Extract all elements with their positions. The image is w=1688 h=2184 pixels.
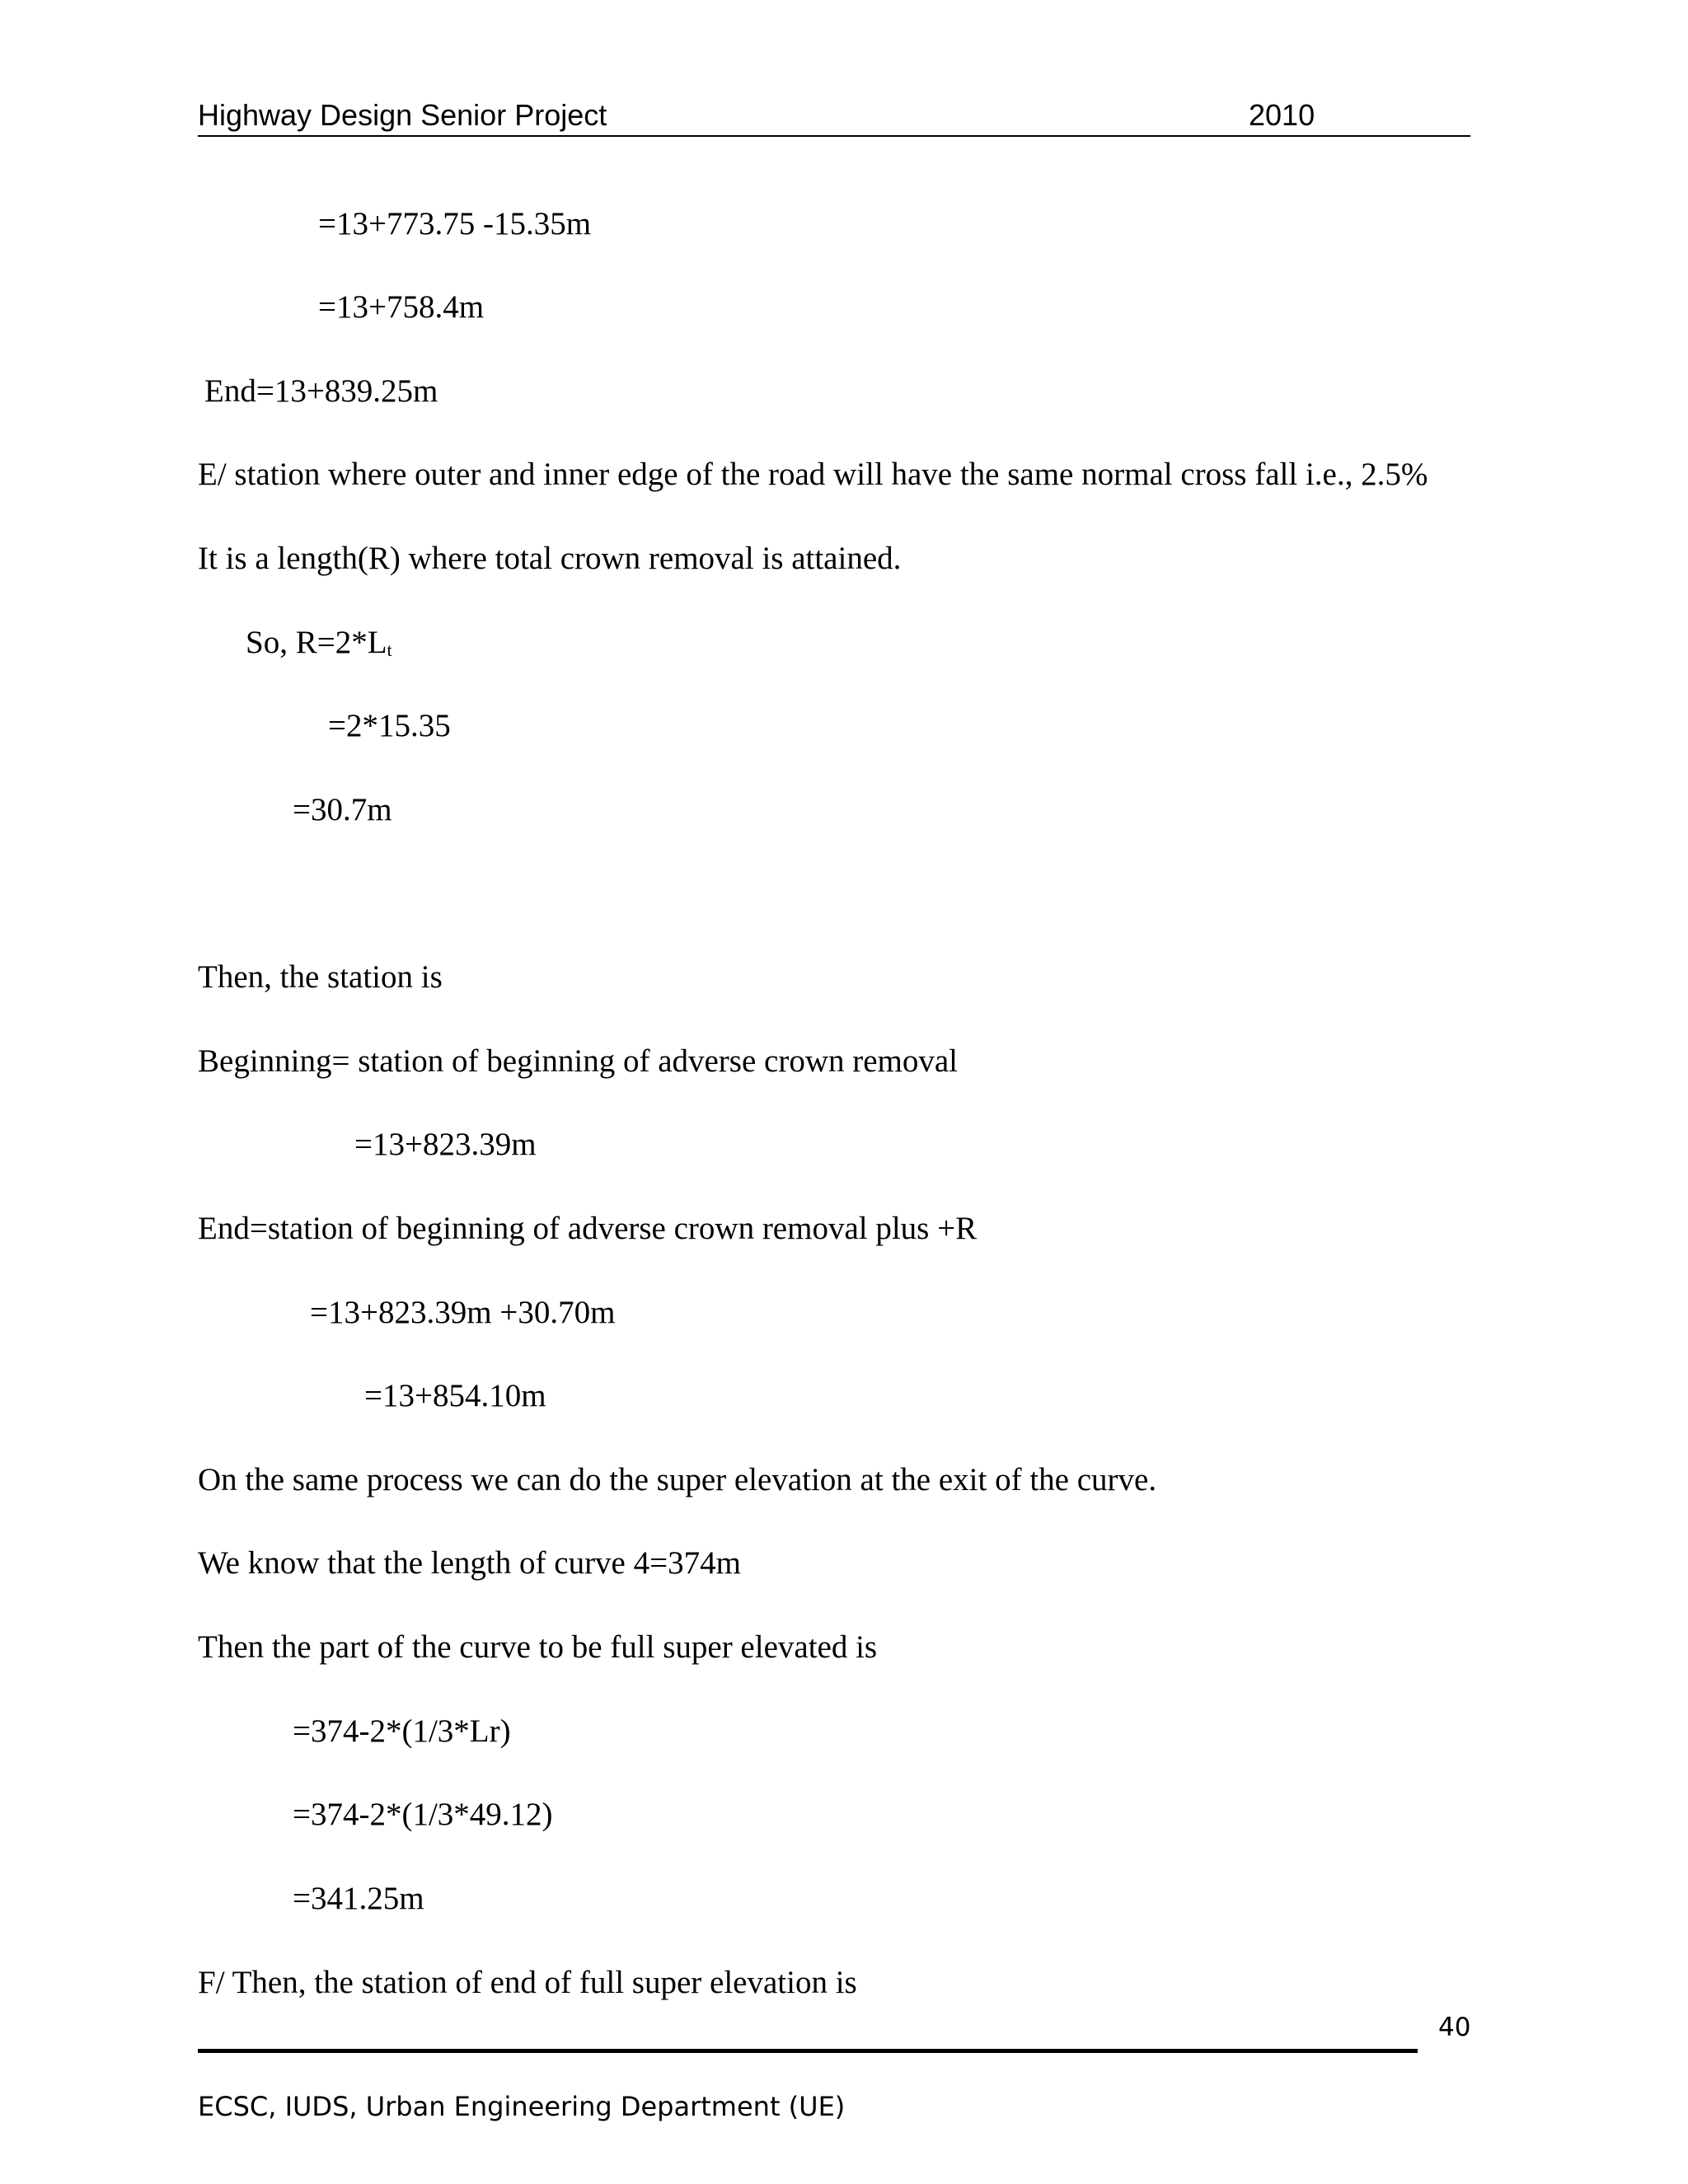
paragraph-line: Beginning= station of beginning of adverse crown removal <box>198 1043 959 1079</box>
page-number: 40 <box>1438 2013 1471 2042</box>
paragraph-line: It is a length(R) where total crown removal is attained. <box>198 541 902 576</box>
footer-divider <box>198 2049 1418 2053</box>
paragraph-line: F/ Then, the station of end of full super elevation is <box>198 1965 857 2000</box>
header-year: 2010 <box>1249 98 1315 132</box>
equation-main: So, R=2*L <box>246 625 387 660</box>
equation-line: =13+773.75 -15.35m <box>318 206 592 241</box>
equation-line: =374-2*(1/3*49.12) <box>293 1797 553 1832</box>
equation-line: =13+854.10m <box>364 1378 546 1413</box>
equation-line: =2*15.35 <box>328 708 451 743</box>
equation-line: =30.7m <box>293 792 392 827</box>
paragraph-line: End=13+839.25m <box>204 373 438 409</box>
equation-line: =13+823.39m <box>354 1127 537 1162</box>
paragraph-line: Then, the station is <box>198 959 443 995</box>
header-title: Highway Design Senior Project <box>198 98 607 132</box>
footer-department: ECSC, IUDS, Urban Engineering Department (UE) <box>198 2091 846 2122</box>
paragraph-line: On the same process we can do the super elevation at the exit of the curve. <box>198 1462 1157 1497</box>
equation-subscript: t <box>387 640 392 660</box>
equation-line <box>246 624 392 662</box>
paragraph-line: E/ station where outer and inner edge of the road will have the same normal cross fall i.e., 2.5% <box>198 457 1428 492</box>
equation-line: =13+758.4m <box>318 289 485 325</box>
paragraph-line: Then the part of the curve to be full super elevated is <box>198 1629 878 1665</box>
paragraph-line: End=station of beginning of adverse crown removal plus +R <box>198 1211 978 1246</box>
equation-line: =13+823.39m +30.70m <box>310 1295 616 1330</box>
header-divider <box>198 135 1470 137</box>
paragraph-line: We know that the length of curve 4=374m <box>198 1545 741 1581</box>
equation-line: =341.25m <box>293 1881 424 1916</box>
equation-line: =374-2*(1/3*Lr) <box>293 1713 511 1749</box>
